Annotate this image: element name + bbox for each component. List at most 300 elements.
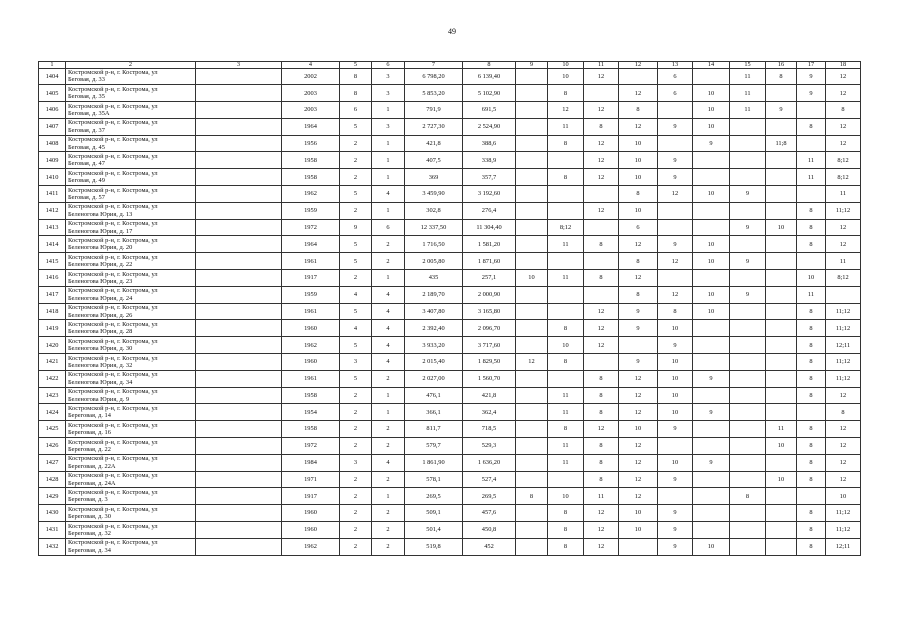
table-row [39, 370, 861, 387]
address-line-1: Костромской р-н, г. Кострома, ул [68, 404, 158, 412]
address-cell [66, 337, 196, 354]
cell-col-7: 2 189,70 [405, 286, 463, 303]
cell-col-5: 2 [340, 387, 372, 404]
address-cell [66, 404, 196, 421]
cell-col-6: 4 [372, 337, 405, 354]
table-row [39, 152, 861, 169]
cell-col-5: 2 [340, 538, 372, 555]
row-number-cell: 1411 [39, 186, 66, 203]
cell-col-7: 2 005,80 [405, 253, 463, 270]
cell-col-12: 8 [619, 186, 658, 203]
cell-col-8: 5 102,90 [463, 85, 516, 102]
cell-col-12: 12 [619, 236, 658, 253]
cell-col-13: 9 [658, 236, 693, 253]
cell-col-17: 8 [797, 236, 826, 253]
cell-col-18: 12 [826, 135, 861, 152]
address-cell [66, 454, 196, 471]
address-line-1: Костромской р-н, г. Кострома, ул [68, 539, 158, 547]
cell-col-11: 8 [584, 438, 619, 455]
cell-col-13 [658, 202, 693, 219]
cell-col-16 [766, 236, 797, 253]
cell-col-13: 12 [658, 186, 693, 203]
cell-col-16 [766, 320, 797, 337]
address-line-1: Костромской р-н, г. Кострома, ул [68, 388, 158, 396]
cell-col-5: 5 [340, 370, 372, 387]
cell-col-10 [548, 370, 584, 387]
cell-col-14 [693, 421, 730, 438]
row-number-cell: 1425 [39, 421, 66, 438]
cell-col-14 [693, 354, 730, 371]
cell-col-3 [196, 505, 282, 522]
cell-col-6: 2 [372, 538, 405, 555]
cell-col-14: 9 [693, 135, 730, 152]
address-cell [66, 68, 196, 85]
address-line-2: Беговая, д. 45 [68, 143, 105, 151]
table-row [39, 219, 861, 236]
address-line-1: Костромской р-н, г. Кострома, ул [68, 102, 158, 110]
cell-col-11 [584, 354, 619, 371]
row-number-cell: 1423 [39, 387, 66, 404]
cell-col-6: 4 [372, 186, 405, 203]
row-number-cell: 1430 [39, 505, 66, 522]
cell-col-11: 12 [584, 152, 619, 169]
cell-col-13: 10 [658, 387, 693, 404]
cell-col-3 [196, 538, 282, 555]
address-cell [66, 505, 196, 522]
cell-col-10 [548, 202, 584, 219]
cell-col-11 [584, 286, 619, 303]
cell-col-14: 10 [693, 286, 730, 303]
cell-col-15: 9 [730, 286, 766, 303]
address-line-2: Береговая, д. 16 [68, 429, 111, 437]
cell-col-4: 1960 [282, 354, 340, 371]
column-number-cell: 3 [196, 62, 282, 69]
cell-col-4: 1956 [282, 135, 340, 152]
address-cell [66, 488, 196, 505]
cell-col-14 [693, 505, 730, 522]
cell-col-17: 8 [797, 538, 826, 555]
cell-col-15: 9 [730, 253, 766, 270]
cell-col-9 [516, 522, 548, 539]
cell-col-11: 8 [584, 370, 619, 387]
cell-col-16 [766, 152, 797, 169]
cell-col-14 [693, 522, 730, 539]
cell-col-7: 2 027,00 [405, 370, 463, 387]
cell-col-5: 2 [340, 438, 372, 455]
cell-col-9 [516, 169, 548, 186]
cell-col-8: 11 304,40 [463, 219, 516, 236]
address-line-2: Беленогова Юрия, д. 34 [68, 378, 133, 386]
address-line-1: Костромской р-н, г. Кострома, ул [68, 203, 158, 211]
cell-col-13: 6 [658, 68, 693, 85]
cell-col-13: 9 [658, 471, 693, 488]
cell-col-8: 2 096,70 [463, 320, 516, 337]
cell-col-13: 9 [658, 505, 693, 522]
cell-col-4: 1961 [282, 303, 340, 320]
column-number-cell: 13 [658, 62, 693, 69]
cell-col-13: 9 [658, 169, 693, 186]
address-cell [66, 135, 196, 152]
cell-col-15 [730, 387, 766, 404]
table-row [39, 303, 861, 320]
address-line-2: Береговая, д. 30 [68, 513, 111, 521]
cell-col-7: 1 861,90 [405, 454, 463, 471]
address-line-2: Беленогова Юрия, д. 23 [68, 277, 133, 285]
cell-col-10 [548, 253, 584, 270]
cell-col-9: 10 [516, 270, 548, 287]
table-row [39, 202, 861, 219]
cell-col-3 [196, 135, 282, 152]
cell-col-15 [730, 152, 766, 169]
cell-col-6: 2 [372, 471, 405, 488]
cell-col-15: 9 [730, 186, 766, 203]
cell-col-6: 1 [372, 387, 405, 404]
cell-col-5: 5 [340, 337, 372, 354]
cell-col-16: 10 [766, 219, 797, 236]
cell-col-11 [584, 186, 619, 203]
cell-col-4: 1954 [282, 404, 340, 421]
address-line-1: Костромской р-н, г. Кострома, ул [68, 169, 158, 177]
cell-col-6: 1 [372, 169, 405, 186]
cell-col-17: 10 [797, 270, 826, 287]
address-line-1: Костромской р-н, г. Кострома, ул [68, 119, 158, 127]
cell-col-16: 9 [766, 102, 797, 119]
row-number-cell: 1431 [39, 522, 66, 539]
cell-col-7: 519,8 [405, 538, 463, 555]
cell-col-17: 8 [797, 202, 826, 219]
table-row [39, 354, 861, 371]
cell-col-6: 4 [372, 320, 405, 337]
cell-col-8: 388,6 [463, 135, 516, 152]
cell-col-7: 3 459,90 [405, 186, 463, 203]
cell-col-7: 302,8 [405, 202, 463, 219]
cell-col-12: 9 [619, 354, 658, 371]
cell-col-15 [730, 337, 766, 354]
cell-col-12 [619, 68, 658, 85]
column-number-cell: 16 [766, 62, 797, 69]
address-line-1: Костромской р-н, г. Кострома, ул [68, 68, 158, 76]
cell-col-18: 11;12 [826, 320, 861, 337]
register-table [38, 61, 861, 556]
cell-col-14 [693, 488, 730, 505]
page-number: 49 [448, 27, 456, 36]
cell-col-15 [730, 505, 766, 522]
cell-col-7: 269,5 [405, 488, 463, 505]
cell-col-16 [766, 118, 797, 135]
cell-col-18: 12;11 [826, 337, 861, 354]
cell-col-4: 1962 [282, 538, 340, 555]
cell-col-10: 10 [548, 337, 584, 354]
cell-col-4: 2003 [282, 85, 340, 102]
address-line-2: Беленогова Юрия, д. 26 [68, 311, 133, 319]
cell-col-12: 10 [619, 421, 658, 438]
address-line-1: Костромской р-н, г. Кострома, ул [68, 270, 158, 278]
address-line-1: Костромской р-н, г. Кострома, ул [68, 421, 158, 429]
cell-col-11: 12 [584, 135, 619, 152]
address-cell [66, 118, 196, 135]
cell-col-13: 10 [658, 320, 693, 337]
cell-col-18: 11;12 [826, 370, 861, 387]
cell-col-15 [730, 202, 766, 219]
cell-col-4: 1962 [282, 186, 340, 203]
cell-col-5: 5 [340, 253, 372, 270]
cell-col-7: 579,7 [405, 438, 463, 455]
cell-col-4: 1960 [282, 522, 340, 539]
cell-col-5: 4 [340, 320, 372, 337]
row-number-cell: 1405 [39, 85, 66, 102]
cell-col-11: 8 [584, 454, 619, 471]
cell-col-12: 6 [619, 219, 658, 236]
address-cell [66, 421, 196, 438]
cell-col-15 [730, 135, 766, 152]
address-line-2: Береговая, д. 34 [68, 546, 111, 554]
cell-col-9 [516, 471, 548, 488]
row-number-cell: 1419 [39, 320, 66, 337]
cell-col-4: 1984 [282, 454, 340, 471]
cell-col-18: 12 [826, 236, 861, 253]
cell-col-14 [693, 169, 730, 186]
cell-col-10: 8 [548, 135, 584, 152]
row-number-cell: 1410 [39, 169, 66, 186]
address-line-1: Костромской р-н, г. Кострома, ул [68, 354, 158, 362]
address-cell [66, 152, 196, 169]
cell-col-11 [584, 253, 619, 270]
cell-col-10: 11 [548, 454, 584, 471]
cell-col-14 [693, 202, 730, 219]
cell-col-18: 11 [826, 186, 861, 203]
cell-col-16 [766, 505, 797, 522]
column-number-cell: 17 [797, 62, 826, 69]
cell-col-11: 12 [584, 538, 619, 555]
cell-col-14 [693, 270, 730, 287]
cell-col-8: 457,6 [463, 505, 516, 522]
cell-col-12: 12 [619, 370, 658, 387]
cell-col-12: 12 [619, 488, 658, 505]
cell-col-10: 8 [548, 354, 584, 371]
cell-col-15: 9 [730, 219, 766, 236]
cell-col-11: 8 [584, 404, 619, 421]
cell-col-17 [797, 253, 826, 270]
cell-col-10 [548, 152, 584, 169]
cell-col-15 [730, 538, 766, 555]
address-line-2: Беленогова Юрия, д. 13 [68, 210, 133, 218]
cell-col-17: 9 [797, 85, 826, 102]
address-line-1: Костромской р-н, г. Кострома, ул [68, 304, 158, 312]
cell-col-8: 2 524,90 [463, 118, 516, 135]
cell-col-13 [658, 488, 693, 505]
cell-col-16: 11 [766, 421, 797, 438]
cell-col-9 [516, 404, 548, 421]
address-cell [66, 370, 196, 387]
address-line-2: Беленогова Юрия, д. 22 [68, 261, 133, 269]
cell-col-15 [730, 354, 766, 371]
cell-col-6: 2 [372, 438, 405, 455]
cell-col-16 [766, 286, 797, 303]
cell-col-10 [548, 471, 584, 488]
cell-col-11: 12 [584, 303, 619, 320]
cell-col-13: 6 [658, 85, 693, 102]
cell-col-11 [584, 219, 619, 236]
address-line-2: Береговая, д. 24А [68, 479, 116, 487]
cell-col-3 [196, 152, 282, 169]
cell-col-8: 338,9 [463, 152, 516, 169]
cell-col-16 [766, 85, 797, 102]
row-number-cell: 1408 [39, 135, 66, 152]
row-number-cell: 1424 [39, 404, 66, 421]
cell-col-5: 2 [340, 202, 372, 219]
address-line-2: Береговая, д. 22 [68, 445, 111, 453]
cell-col-4: 1964 [282, 236, 340, 253]
address-line-2: Береговая, д. 14 [68, 412, 111, 420]
cell-col-14 [693, 219, 730, 236]
cell-col-10: 11 [548, 404, 584, 421]
cell-col-8: 257,1 [463, 270, 516, 287]
column-number-cell: 8 [463, 62, 516, 69]
cell-col-9 [516, 303, 548, 320]
address-line-1: Костромской р-н, г. Кострома, ул [68, 438, 158, 446]
cell-col-15 [730, 270, 766, 287]
table-row [39, 102, 861, 119]
cell-col-3 [196, 102, 282, 119]
cell-col-16 [766, 270, 797, 287]
address-line-2: Береговая, д. 3 [68, 496, 108, 504]
cell-col-5: 2 [340, 135, 372, 152]
cell-col-13 [658, 219, 693, 236]
row-number-cell: 1409 [39, 152, 66, 169]
cell-col-4: 1962 [282, 337, 340, 354]
cell-col-16 [766, 370, 797, 387]
cell-col-10: 11 [548, 270, 584, 287]
cell-col-6: 3 [372, 118, 405, 135]
cell-col-3 [196, 85, 282, 102]
cell-col-9 [516, 152, 548, 169]
cell-col-4: 1964 [282, 118, 340, 135]
cell-col-15: 8 [730, 488, 766, 505]
cell-col-17: 11 [797, 169, 826, 186]
address-line-2: Беленогова Юрия, д. 32 [68, 361, 133, 369]
cell-col-4: 1971 [282, 471, 340, 488]
cell-col-10: 8 [548, 169, 584, 186]
table-row [39, 186, 861, 203]
cell-col-15: 11 [730, 85, 766, 102]
cell-col-5: 2 [340, 270, 372, 287]
cell-col-17: 8 [797, 421, 826, 438]
cell-col-16: 8 [766, 68, 797, 85]
cell-col-18: 12 [826, 85, 861, 102]
cell-col-14: 10 [693, 236, 730, 253]
cell-col-7: 366,1 [405, 404, 463, 421]
cell-col-9 [516, 370, 548, 387]
table-row [39, 253, 861, 270]
cell-col-15 [730, 471, 766, 488]
address-line-2: Беговая, д. 35А [68, 109, 110, 117]
address-cell [66, 270, 196, 287]
cell-col-6: 3 [372, 85, 405, 102]
cell-col-14: 10 [693, 118, 730, 135]
cell-col-11: 12 [584, 102, 619, 119]
address-line-1: Костромской р-н, г. Кострома, ул [68, 455, 158, 463]
address-line-1: Костромской р-н, г. Кострома, ул [68, 488, 158, 496]
cell-col-7: 476,1 [405, 387, 463, 404]
row-number-cell: 1412 [39, 202, 66, 219]
cell-col-11 [584, 85, 619, 102]
address-line-2: Беленогова Юрия, д. 20 [68, 244, 133, 252]
table-row [39, 522, 861, 539]
cell-col-3 [196, 438, 282, 455]
cell-col-11: 12 [584, 68, 619, 85]
address-line-1: Костромской р-н, г. Кострома, ул [68, 220, 158, 228]
cell-col-13: 12 [658, 253, 693, 270]
cell-col-16 [766, 454, 797, 471]
cell-col-4: 1960 [282, 320, 340, 337]
table-row [39, 438, 861, 455]
cell-col-5: 5 [340, 303, 372, 320]
address-cell [66, 186, 196, 203]
cell-col-10: 8 [548, 421, 584, 438]
cell-col-3 [196, 337, 282, 354]
cell-col-8: 527,4 [463, 471, 516, 488]
cell-col-12: 10 [619, 505, 658, 522]
cell-col-12: 8 [619, 253, 658, 270]
row-number-cell: 1427 [39, 454, 66, 471]
address-line-1: Костромской р-н, г. Кострома, ул [68, 136, 158, 144]
cell-col-9 [516, 337, 548, 354]
cell-col-16 [766, 488, 797, 505]
cell-col-9 [516, 387, 548, 404]
cell-col-3 [196, 186, 282, 203]
cell-col-16 [766, 186, 797, 203]
cell-col-18: 12 [826, 387, 861, 404]
cell-col-7: 1 716,50 [405, 236, 463, 253]
cell-col-8: 6 139,40 [463, 68, 516, 85]
address-line-1: Костромской р-н, г. Кострома, ул [68, 371, 158, 379]
cell-col-15: 11 [730, 68, 766, 85]
cell-col-6: 2 [372, 370, 405, 387]
table-row [39, 320, 861, 337]
cell-col-8: 3 165,80 [463, 303, 516, 320]
address-line-2: Беговая, д. 33 [68, 76, 105, 84]
cell-col-15 [730, 118, 766, 135]
cell-col-12 [619, 538, 658, 555]
cell-col-6: 6 [372, 219, 405, 236]
cell-col-6: 2 [372, 236, 405, 253]
cell-col-12 [619, 337, 658, 354]
table-row [39, 387, 861, 404]
address-cell [66, 303, 196, 320]
cell-col-17: 8 [797, 438, 826, 455]
cell-col-17: 8 [797, 387, 826, 404]
cell-col-15 [730, 404, 766, 421]
cell-col-15 [730, 303, 766, 320]
cell-col-4: 1958 [282, 169, 340, 186]
cell-col-18: 8 [826, 404, 861, 421]
cell-col-7: 578,1 [405, 471, 463, 488]
cell-col-4: 1917 [282, 270, 340, 287]
cell-col-8: 269,5 [463, 488, 516, 505]
cell-col-5: 8 [340, 68, 372, 85]
cell-col-3 [196, 354, 282, 371]
cell-col-13: 9 [658, 522, 693, 539]
cell-col-4: 2002 [282, 68, 340, 85]
cell-col-18: 12 [826, 454, 861, 471]
cell-col-17: 8 [797, 118, 826, 135]
cell-col-8: 3 717,60 [463, 337, 516, 354]
table-row [39, 135, 861, 152]
address-line-2: Беленогова Юрия, д. 9 [68, 395, 130, 403]
column-number-cell: 6 [372, 62, 405, 69]
cell-col-5: 2 [340, 488, 372, 505]
table-row [39, 404, 861, 421]
